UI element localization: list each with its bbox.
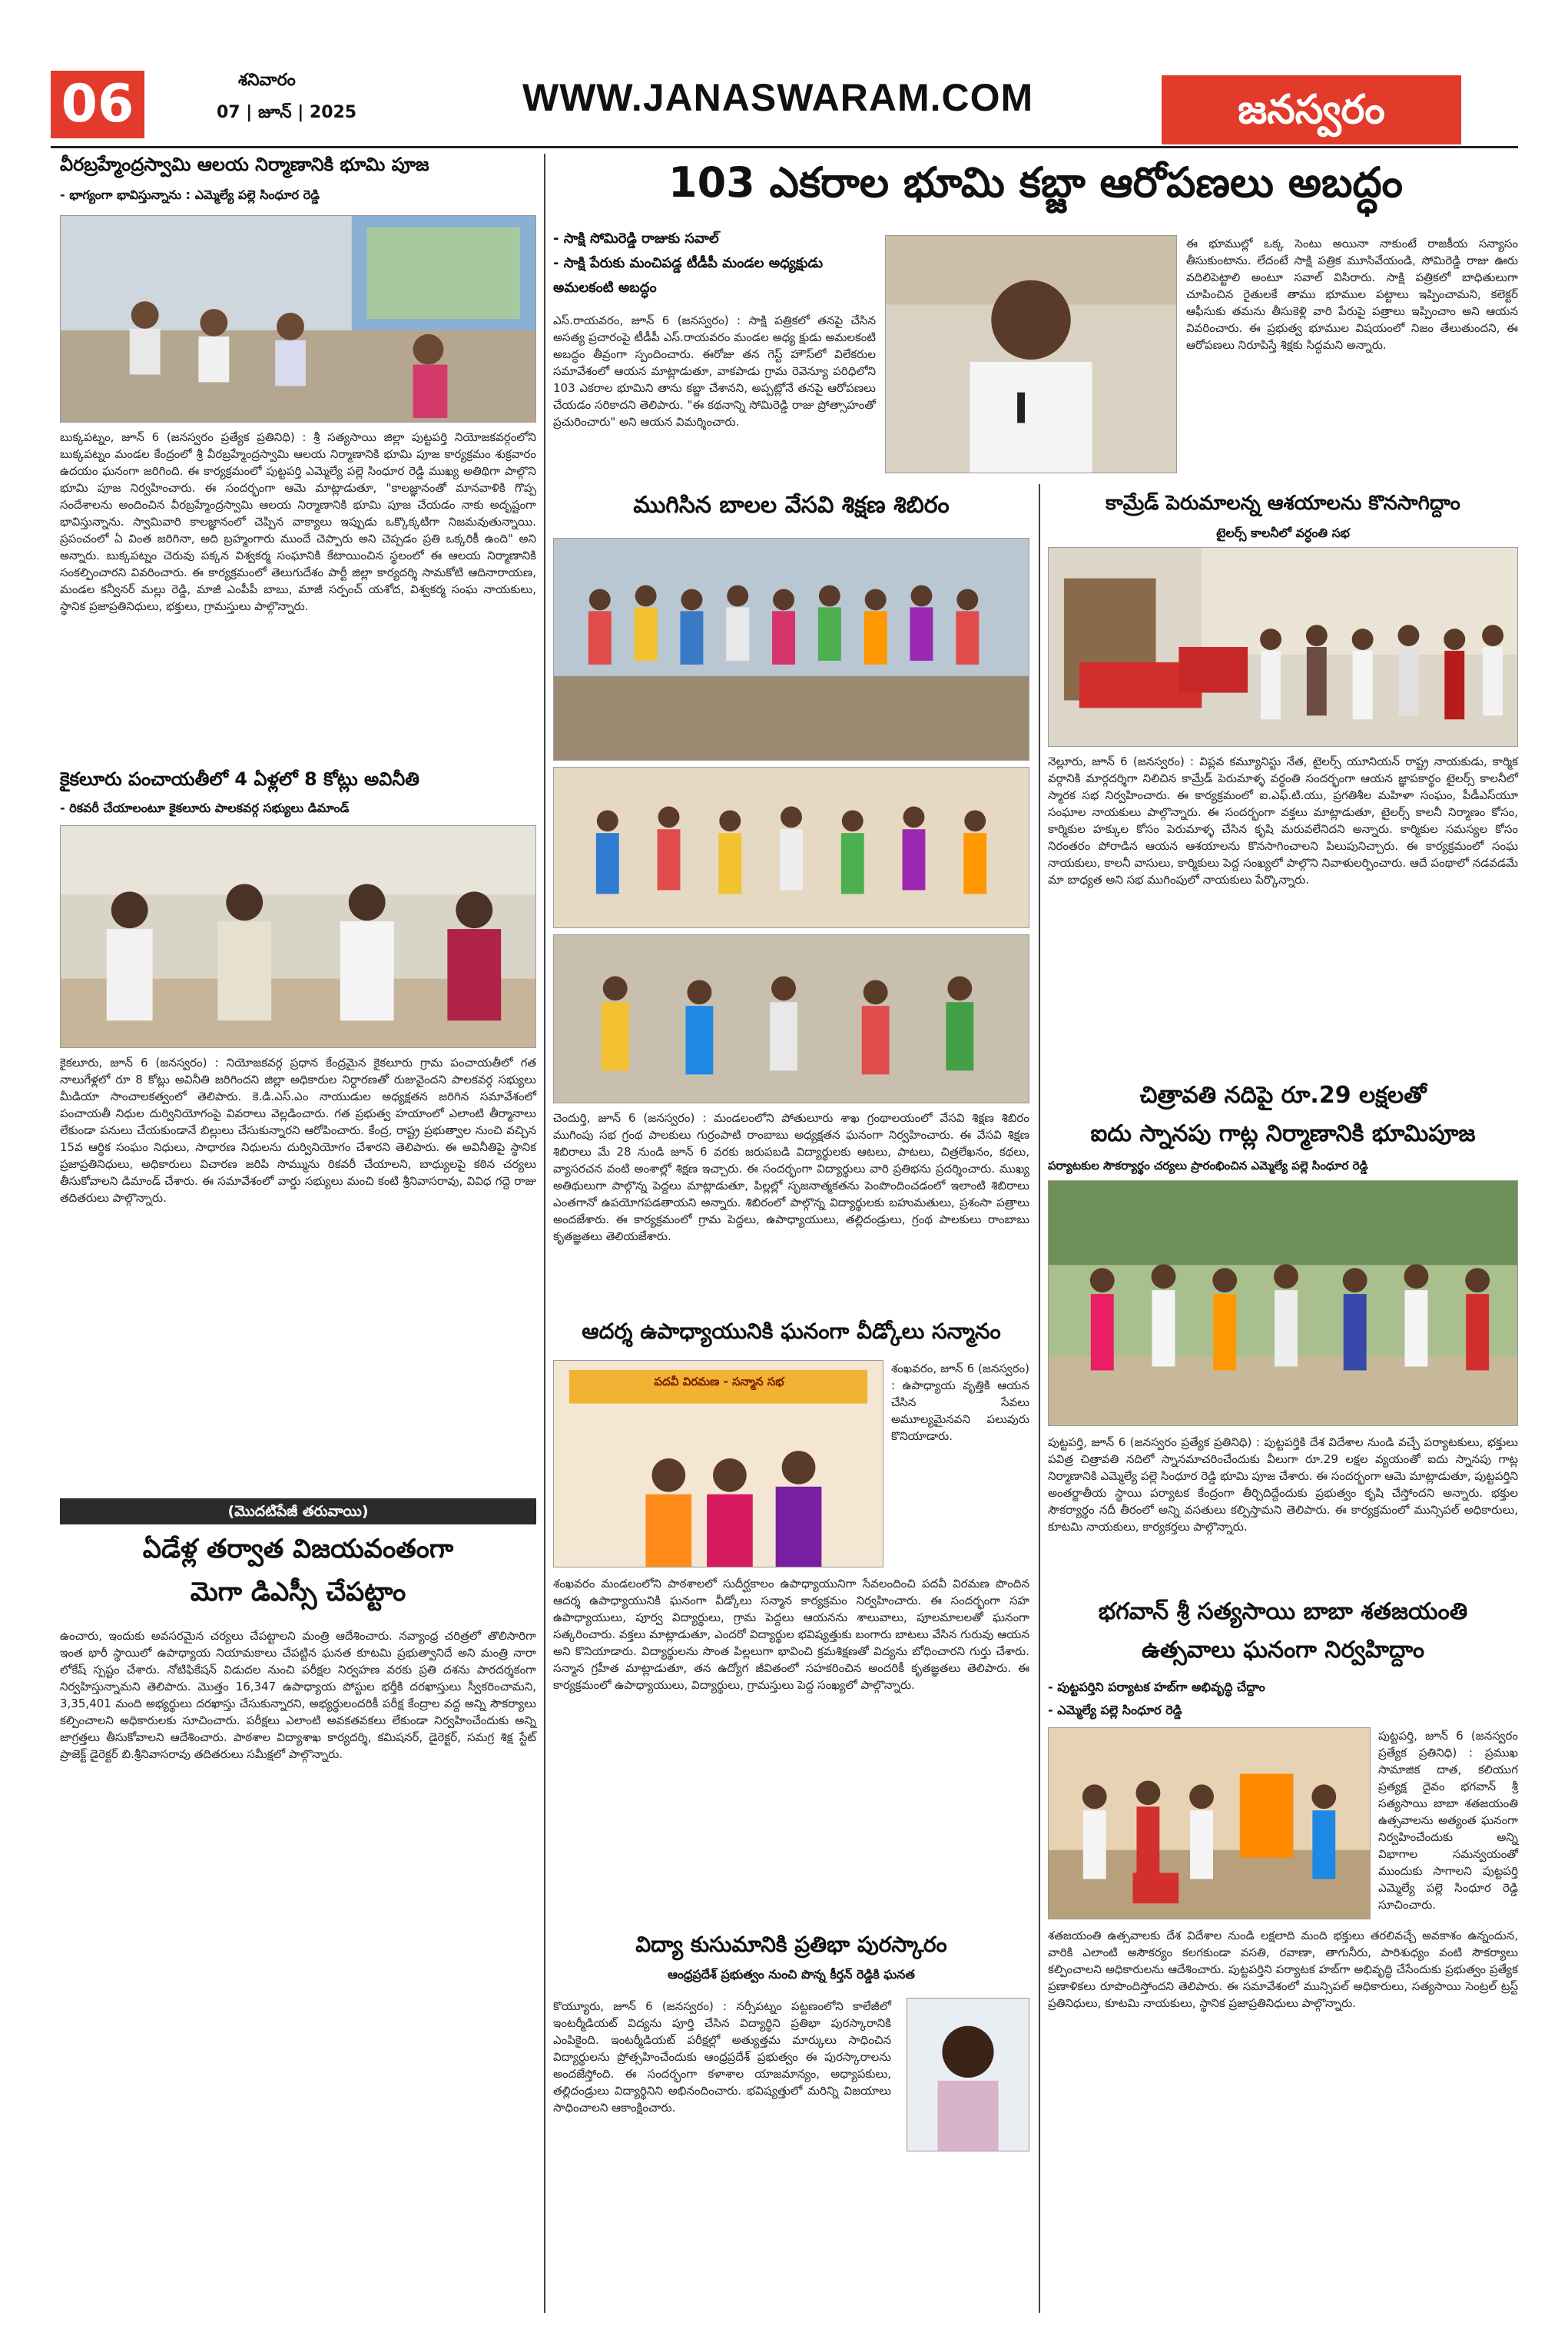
lead-subhead: అమలకంటి అబద్ధం	[553, 280, 657, 296]
headline-ghats-2: ఐదు స్నానపు గాట్ల నిర్మాణానికి భూమిపూజ	[1090, 1120, 1476, 1147]
lead-portrait-photo	[885, 235, 1177, 473]
merit-article-body: కొయ్యూరు, జూన్ 6 (జనస్వరం) : నర్సీపట్నం పట్టణంలోని కాలేజీలో ఇంటర్మీడియట్ విద్యను పూర్తి చేసిన విద్యార్థిని ప్రతిభా పురస్కారానికి ఎంపికైంది. ఇంటర్మీడియట్ పరీక్షల్లో అత్యుత్తమ మార్కులు సాధించిన విద్యార్థులను ప్రోత్సహించేందుకు ఆంధ్రప్రదేశ్ ప్రభుత్వం ఈ పురస్కారాలను అందజేస్తోంది. ఈ సందర్భంగా కళాశాల యాజమాన్యం, అధ్యాపకులు, తల్లిదండ్రులు విద్యార్థినిని అభినందించారు. భవిష్యత్తులో మరిన్ని విజయాలు సాధించాలని ఆకాంక్షించారు.	[553, 1999, 891, 2115]
summer-camp-photo-3	[553, 934, 1029, 1103]
janaswaram-logo: జనస్వరం	[1162, 75, 1461, 144]
summer-camp-photo-2	[553, 767, 1029, 928]
lead-article-body: ఎస్.రాయవరం, జూన్ 6 (జనస్వరం) : సాక్షి పత్రికలో తనపై చేసిన అసత్య ప్రచారంపై టీడీపీ ఎస్.రాయవరం మండల అధ్య క్షుడు అమలకంటి అబద్ధం తీవ్రంగా స్పందించారు. ఈరోజు తన గెస్ట్ హౌస్‌లో విలేకరుల సమావేశంలో ఆయన మాట్లాడుతూ, వాకపాడు గ్రామ రెవెన్యూ పరిధిలోని 103 ఎకరాల భూమిని తాను కబ్జా చేశానని, అప్పట్లోనే తనపై ఆరోపణలు చేయడం సరికాదని తెలిపారు. "ఈ కథనాన్ని సోమిరెడ్డి రాజు ప్రోత్సాహంతో ప్రచురించారు" అని ఆయన విమర్శించారు.	[553, 313, 876, 429]
column-divider	[544, 154, 545, 2313]
headline-teacher-farewell: ఆదర్శ ఉపాధ్యాయునికి ఘనంగా వీడ్కోలు సన్మానం	[582, 1319, 1001, 1344]
headline-kaikaluru: కైకలూరు పంచాయతీలో 4 ఏళ్లలో 8 కోట్లు అవినీతి	[60, 768, 419, 790]
subhead-sathya-sai: - పుట్టపర్తిని పర్యాటక హబ్‌గా అభివృద్ధి చేద్దాం	[1048, 1680, 1265, 1694]
headline-comrade: కామ్రేడ్ పెరుమాలన్న ఆశయాలను కొనసాగిద్దాం	[1106, 492, 1460, 515]
header-rule	[51, 146, 1518, 148]
comrade-memorial-photo	[1048, 547, 1518, 747]
lead-article-body: ఈ భూముల్లో ఒక్క సెంటు అయినా నాకుంటే రాజకీయ సన్యాసం తీసుకుంటాను. లేదంటే సాక్షి పత్రిక మూసివేయండి, సోమిరెడ్డి రాజు ఊరు వదిలిపెట్టాలి అంటూ సవాల్ విసిరారు. సాక్షి పత్రికలో బాధితులుగా చూపించిన రైతులకే తాము భూముల పట్టాలు ఇప్పించామని, కలెక్టర్ ఆఫీసుకు తమను తీసుకెళ్లి వారి పేరుపై పత్రాలు ఇప్పించాం అని ఆయన వివరించారు. ఈ ప్రభుత్వ భూముల విషయంలో నిజం తేలుతుందని, ఈ ఆరోపణలు నిరూపిస్తే శిక్షకు సిద్ధమని అన్నారు.	[1186, 237, 1518, 352]
kaikaluru-article-body: కైకలూరు, జూన్ 6 (జనస్వరం) : నియోజకవర్గ ప్రధాన కేంద్రమైన కైకలూరు గ్రామ పంచాయతీలో గత నాలుగేళ్లలో రూ 8 కోట్లు అవినీతి జరిగిందని జిల్లా అధికారుల నిర్ధారణతో రుజువైందని పాలకవర్గ సభ్యులు మీడియా సాంచాలకత్వంలో తెలిపారు. కె.డి.ఎస్.ఎం నాయుడుల అధ్యక్షతన జరిగిన సమావేశంలో పంచాయతీ నిధుల దుర్వినియోగంపై వివరాలు వెల్లడించారు. గత ప్రభుత్వ హయాంలో ఎలాంటి తీర్మానాలు లేకుండా పనులు చేయకుండానే బిల్లులు చేసుకున్నారని ఆరోపించారు. కేంద్ర, రాష్ట్ర ప్రభుత్వాల నుంచి వచ్చిన 15వ ఆర్థిక సంఘం నిధులు, సాధారణ నిధులను దుర్వినియోగం చేశారని తెలిపారు. ఈ అవినీతిపై స్థానిక ప్రజాప్రతినిధులు, అధికారులు విచారణ జరిపి సొమ్మును రికవరీ చేయాలని, బాధ్యులపై కఠిన చర్యలు తీసుకోవాలని డిమాండ్ చేశారు. ఈ సమావేశంలో వార్డు సభ్యులు మంచి కంటి శ్రీనివాసరావు, వివిధ గద్దె రాజు తదితరులు పాల్గొన్నారు.	[60, 1056, 536, 1205]
temple-meeting-photo	[60, 215, 536, 423]
sathya-sai-article-body: శతజయంతి ఉత్సవాలకు దేశ విదేశాల నుండి లక్షలాది మంది భక్తులు తరలివచ్చే అవకాశం ఉన్నందున, వారికి ఎలాంటి అసౌకర్యం కలగకుండా వసతి, రవాణా, తాగునీరు, పారిశుధ్యం వంటి సౌకర్యాలు కల్పించాలని అధికారులను ఆదేశించారు. పుట్టపర్తిని పర్యాటక హబ్‌గా అభివృద్ధి చేసేందుకు ప్రభుత్వం ప్రత్యేక ప్రణాళికలు రూపొందిస్తోందని తెలిపారు. ఈ సమావేశంలో మున్సిపల్ అధికారులు, సత్యసాయి సెంట్రల్ ట్రస్ట్ ప్రతినిధులు, కూటమి నాయకులు, స్థానిక ప్రజాప్రతినిధులు పాల్గొన్నారు.	[1048, 1929, 1518, 2010]
subhead-ghats: పర్యాటకుల సౌకర్యార్థం చర్యలు ప్రారంభించిన ఎమ్మెల్యే పల్లె సింధూర రెడ్డి	[1048, 1159, 1368, 1173]
lead-subhead: - సాక్షి పేరుకు మంచిపడ్డ టీడీపీ మండల అధ్యక్షుడు	[553, 255, 824, 271]
headline-dsc-1: ఏడేళ్ల తర్వాత విజయవంతంగా	[142, 1534, 454, 1564]
student-portrait-photo	[907, 1998, 1029, 2151]
headline-sathya-sai-2: ఉత్సవాలు ఘనంగా నిర్వహిద్దాం	[1141, 1637, 1425, 1664]
subhead-merit-award: ఆంధ్రప్రదేశ్ ప్రభుత్వం నుంచి పొన్న కీర్తన్ రెడ్డికి ఘనత	[668, 1967, 915, 1982]
teacher-farewell-photo	[553, 1360, 883, 1567]
dsc-article-body: ఉంచారు, ఇందుకు అవసరమైన చర్యలు చేపట్టాలని మంత్రి ఆదేశించారు. నవ్యాంధ్ర చరిత్రలో తొలిసారిగా ఇంత భారీ స్థాయిలో ఉపాధ్యాయ నియామకాలు చేపట్టిన ఘనత కూటమి ప్రభుత్వానిదే అని మంత్రి నారా లోకేష్ స్పష్టం చేశారు. నోటిఫికేషన్ విడుదల నుంచి పరీక్షల నిర్వహణ వరకు ప్రతి దశను పారదర్శకంగా నిర్వహిస్తున్నామని తెలిపారు. మొత్తం 16,347 ఉపాధ్యాయ పోస్టుల భర్తీకి దరఖాస్తులు స్వీకరించామని, 3,35,401 మంది అభ్యర్థులు దరఖాస్తు చేసుకున్నారని, అభ్యర్థులందరికీ పరీక్ష కేంద్రాల వద్ద అన్ని సౌకర్యాలు కల్పించాలని అధికారులకు సూచించారు. పరీక్షలు ఎలాంటి అవకతవకలు లేకుండా నిర్వహించేందుకు అన్ని జాగ్రత్తలు తీసుకోవాలని ఆదేశించారు. పాఠశాల విద్యాశాఖ కార్యదర్శి, కమిషనర్, డైరెక్టర్, సమగ్ర శిక్ష స్టేట్ ప్రాజెక్ట్ డైరెక్టర్ బి.శ్రీనివాసరావు తదితరులు సమీక్షలో పాల్గొన్నారు.	[60, 1629, 536, 1761]
headline-summer-camp: ముగిసిన బాలల వేసవి శిక్షణ శిబిరం	[633, 492, 950, 519]
headline-merit-award: విద్యా కుసుమానికి ప్రతిభా పురస్కారం	[635, 1932, 947, 1957]
subhead-temple: - భాగ్యంగా భావిస్తున్నాను : ఎమ్మెల్యే పల్లె సింధూర రెడ్డి	[60, 187, 320, 202]
ghats-bhoomi-pooja-photo	[1048, 1180, 1518, 1426]
issue-day: శనివారం	[238, 71, 296, 90]
photo-banner-caption: పదవీ విరమణ - సన్మాన సభ	[654, 1375, 784, 1388]
sathya-sai-article-body: పుట్టపర్తి, జూన్ 6 (జనస్వరం ప్రత్యేక ప్రతినిధి) : ప్రముఖ సామాజిక దాత, కలియుగ ప్రత్యక్ష దైవం భగవాన్ శ్రీ సత్యసాయి బాబా శతజయంతి ఉత్సవాలను అత్యంత ఘనంగా నిర్వహించేందుకు అన్ని విభాగాల సమన్వయంతో ముందుకు సాగాలని పుట్టపర్తి ఎమ్మెల్యే పల్లె సింధూర రెడ్డి సూచించారు.	[1378, 1729, 1518, 1912]
teacher-article-body: శంఖవరం మండలంలోని పాఠశాలలో సుదీర్ఘకాలం ఉపాధ్యాయునిగా సేవలందించి పదవీ విరమణ పొందిన ఆదర్శ ఉపాధ్యాయునికి ఘనంగా వీడ్కోలు సన్మాన కార్యక్రమం నిర్వహించారు. ఈ సందర్భంగా సహ ఉపాధ్యాయులు, పూర్వ విద్యార్థులు, గ్రామ పెద్దలు ఆయనను శాలువాలు, పూలమాలలతో ఘనంగా సత్కరించారు. వక్తలు మాట్లాడుతూ, ఎందరో విద్యార్థుల భవిష్యత్తుకు బంగారు బాటలు వేసిన గురువు ఆయన అని కొనియాడారు. విద్యార్థులను సొంత పిల్లలుగా భావించి క్రమశిక్షణతో విద్యను బోధించారని గుర్తు చేశారు. సన్మాన గ్రహీత మాట్లాడుతూ, తన ఉద్యోగ జీవితంలో సహకరించిన అందరికీ కృతజ్ఞతలు తెలిపారు. ఈ కార్యక్రమంలో ఉపాధ్యాయులు, విద్యార్థులు, గ్రామస్తులు పెద్ద సంఖ్యలో పాల్గొన్నారు.	[553, 1577, 1029, 1692]
page-number: 06	[51, 71, 144, 138]
headline-temple: వీరబ్రహ్మేంద్రస్వామి ఆలయ నిర్మాణానికి భూమి పూజ	[60, 154, 429, 175]
site-url[interactable]: WWW.JANASWARAM.COM	[522, 76, 1034, 119]
ghats-article-body: పుట్టపర్తి, జూన్ 6 (జనస్వరం ప్రత్యేక ప్రతినిధి) : పుట్టపర్తికి దేశ విదేశాల నుండి వచ్చే పర్యాటకులు, భక్తులు పవిత్ర చిత్రావతి నదిలో స్నానమాచరించేందుకు వీలుగా రూ.29 లక్షల వ్యయంతో ఐదు స్నానపు గాట్ల నిర్మాణానికి ఎమ్మెల్యే పల్లె సింధూర రెడ్డి భూమి పూజ చేశారు. ఈ సందర్భంగా ఆమె మాట్లాడుతూ, పుట్టపర్తిని అంతర్జాతీయ స్థాయి పర్యాటక కేంద్రంగా తీర్చిదిద్దేందుకు ప్రభుత్వం కృషి చేస్తోందని అన్నారు. భక్తుల సౌకర్యార్థం నదీ తీరంలో అన్ని వసతులు కల్పిస్తామని తెలిపారు. ఈ కార్యక్రమంలో మున్సిపల్ అధికారులు, కూటమి నాయకులు, కార్యకర్తలు పాల్గొన్నారు.	[1048, 1435, 1518, 1534]
headline-dsc-2: మెగా డిఎస్సీ చేపట్టాం	[190, 1577, 406, 1607]
lead-subhead: - సాక్షి సోమిరెడ్డి రాజుకు సవాల్	[553, 231, 719, 247]
subhead-kaikaluru: - రికవరీ చేయాలంటూ కైకలూరు పాలకవర్గ సభ్యులు డిమాండ్	[60, 801, 350, 815]
continued-label: (మొదటిపేజీ తరువాయి)	[60, 1498, 536, 1524]
sathya-sai-meeting-photo	[1048, 1727, 1371, 1919]
summer-camp-photo-1	[553, 538, 1029, 761]
teacher-article-body: శంఖవరం, జూన్ 6 (జనస్వరం) : ఉపాధ్యాయ వృత్తికి ఆయన చేసిన సేవలు అమూల్యమైనవని పలువురు కొనియాడారు.	[891, 1362, 1029, 1443]
kaikaluru-press-photo	[60, 825, 536, 1048]
summer-camp-article-body: చెందుర్తి, జూన్ 6 (జనస్వరం) : మండలంలోని పోతులూరు శాఖ గ్రంథాలయంలో వేసవి శిక్షణ శిబిరం ముగింపు సభ గ్రంథ పాలకులు గుర్రంపాటి రాంబాబు అధ్యక్షతన ఘనంగా నిర్వహించారు. ఈ వేసవి శిక్షణ శిబిరాలు మే 28 నుండి జూన్ 6 వరకు జరుపబడి విద్యార్థులకు ఆటలు, పాటలు, చిత్రలేఖనం, కథలు, వ్యాసరచన వంటి అంశాల్లో శిక్షణ ఇచ్చారు. ఈ సందర్భంగా విద్యార్థులు వారి ప్రతిభను ప్రదర్శించారు. ముఖ్య అతిథులుగా పాల్గొన్న పెద్దలు మాట్లాడుతూ, పిల్లల్లో సృజనాత్మకతను పెంపొందించడంలో ఇలాంటి శిబిరాలు ఎంతగానో ఉపయోగపడతాయని అన్నారు. శిబిరంలో పాల్గొన్న విద్యార్థులకు బహుమతులు, ప్రశంసా పత్రాలు అందజేశారు. ఈ కార్యక్రమంలో గ్రామ పెద్దలు, ఉపాధ్యాయులు, తల్లిదండ్రులు, గ్రంథ పాలకులు రాంబాబు కృతజ్ఞతలు తెలియజేశారు.	[553, 1111, 1029, 1243]
headline-ghats-1: చిత్రావతి నదిపై రూ.29 లక్షలతో	[1139, 1082, 1427, 1109]
subhead-sathya-sai: - ఎమ్మెల్యే పల్లె సింధూర రెడ్డి	[1048, 1703, 1182, 1717]
issue-date: 07 | జూన్ | 2025	[217, 103, 357, 122]
column-divider	[1039, 484, 1040, 2313]
headline-sathya-sai-1: భగవాన్ శ్రీ సత్యసాయి బాబా శతజయంతి	[1098, 1598, 1468, 1625]
comrade-article-body: నెల్లూరు, జూన్ 6 (జనస్వరం) : విప్లవ కమ్యూనిస్టు నేత, టైలర్స్ యూనియన్ రాష్ట్ర నాయకుడు, కార్మిక వర్గానికి మార్గదర్శిగా నిలిచిన కామ్రేడ్ పెరుమాళ్ళ వర్ధంతి సందర్భంగా ఆయన జ్ఞాపకార్థం టైలర్స్ కాలనీలో స్మారక సభ నిర్వహించారు. ఈ కార్యక్రమంలో ఐ.ఎఫ్.టి.యు, ప్రగతిశీల మహిళా సంఘం, పీడీఎస్‌యూ సంఘాల నాయకులు పాల్గొన్నారు. ఈ సందర్భంగా వక్తలు మాట్లాడుతూ, టైలర్స్ కాలనీ నిర్మాణం కోసం, కార్మికుల హక్కుల కోసం పెరుమాళ్ళ చేసిన కృషి మరువలేనిదని అన్నారు. కార్మికుల సమస్యల కోసం నిరంతరం పోరాడిన ఆయన ఆశయాలను కొనసాగించాలని పిలుపునిచ్చారు. ఈ కార్యక్రమంలో సంఘ నాయకులు, కాలనీ వాసులు, కార్మికులు పెద్ద సంఖ్యలో పాల్గొని నివాళులర్పించారు. ఆదే పంథాలో నడవడమే మా బాధ్యత అని సభ ముగింపులో నాయకులు పేర్కొన్నారు.	[1048, 755, 1518, 887]
lead-headline: 103 ఎకరాల భూమి కబ్జా ఆరోపణలు అబద్ధం	[668, 158, 1403, 207]
subhead-comrade: టైలర్స్ కాలనీలో వర్ధంతి సభ	[1216, 526, 1350, 540]
temple-article-body: బుక్కపట్నం, జూన్ 6 (జనస్వరం ప్రత్యేక ప్రతినిధి) : శ్రీ సత్యసాయి జిల్లా పుట్టపర్తి నియోజకవర్గంలోని బుక్కపట్నం మండల కేంద్రంలో శ్రీ వీరబ్రహ్మేంద్రస్వామి ఆలయ నిర్మాణానికి భూమి పూజ కార్యక్రమం శుక్రవారం ఉదయం ఘనంగా జరిగింది. ఈ కార్యక్రమంలో పుట్టపర్తి ఎమ్మెల్యే పల్లె సింధూర రెడ్డి ముఖ్య అతిథిగా పాల్గొని భూమి పూజ నిర్వహించారు. ఈ సందర్భంగా ఆమె మాట్లాడుతూ, "కాలజ్ఞానంతో మానవాళికి గొప్ప సందేశాలను అందించిన వీరబ్రహ్మేంద్రస్వామి ఆలయ నిర్మాణానికి భూమి పూజ చేయడం నాకు అదృష్టంగా భావిస్తున్నాను. స్వామివారి కాలజ్ఞానంలో చెప్పిన వాక్యాలు ఇప్పుడు ఒక్కొక్కటిగా నిజమవుతున్నాయి. ప్రపంచంలో ఏ వింత జరిగినా, అది బ్రహ్మంగారు ముందే చెప్పారు అని చెప్పడం ప్రతి ఒక్కరికీ ఉంది" అని అన్నారు. బుక్కపట్నం చెరువు పక్కన విశ్వకర్మ సంఘానికి కేటాయించిన స్థలంలో ఈ ఆలయ నిర్మాణానికి సంకల్పించారని వివరించారు. ఈ కార్యక్రమంలో తెలుగుదేశం పార్టీ జిల్లా కార్యదర్శి సామకోటి ఆదినారాయణ, మండల కన్వీనర్ మల్లు రెడ్డి, మాజీ ఎంపీపీ బాబు, మాజీ సర్పంచ్ యశోద, విశ్వకర్మ సంఘ నాయకులు, స్థానిక ప్రజాప్రతినిధులు, భక్తులు, గ్రామస్తులు పాల్గొన్నారు.	[60, 430, 536, 613]
